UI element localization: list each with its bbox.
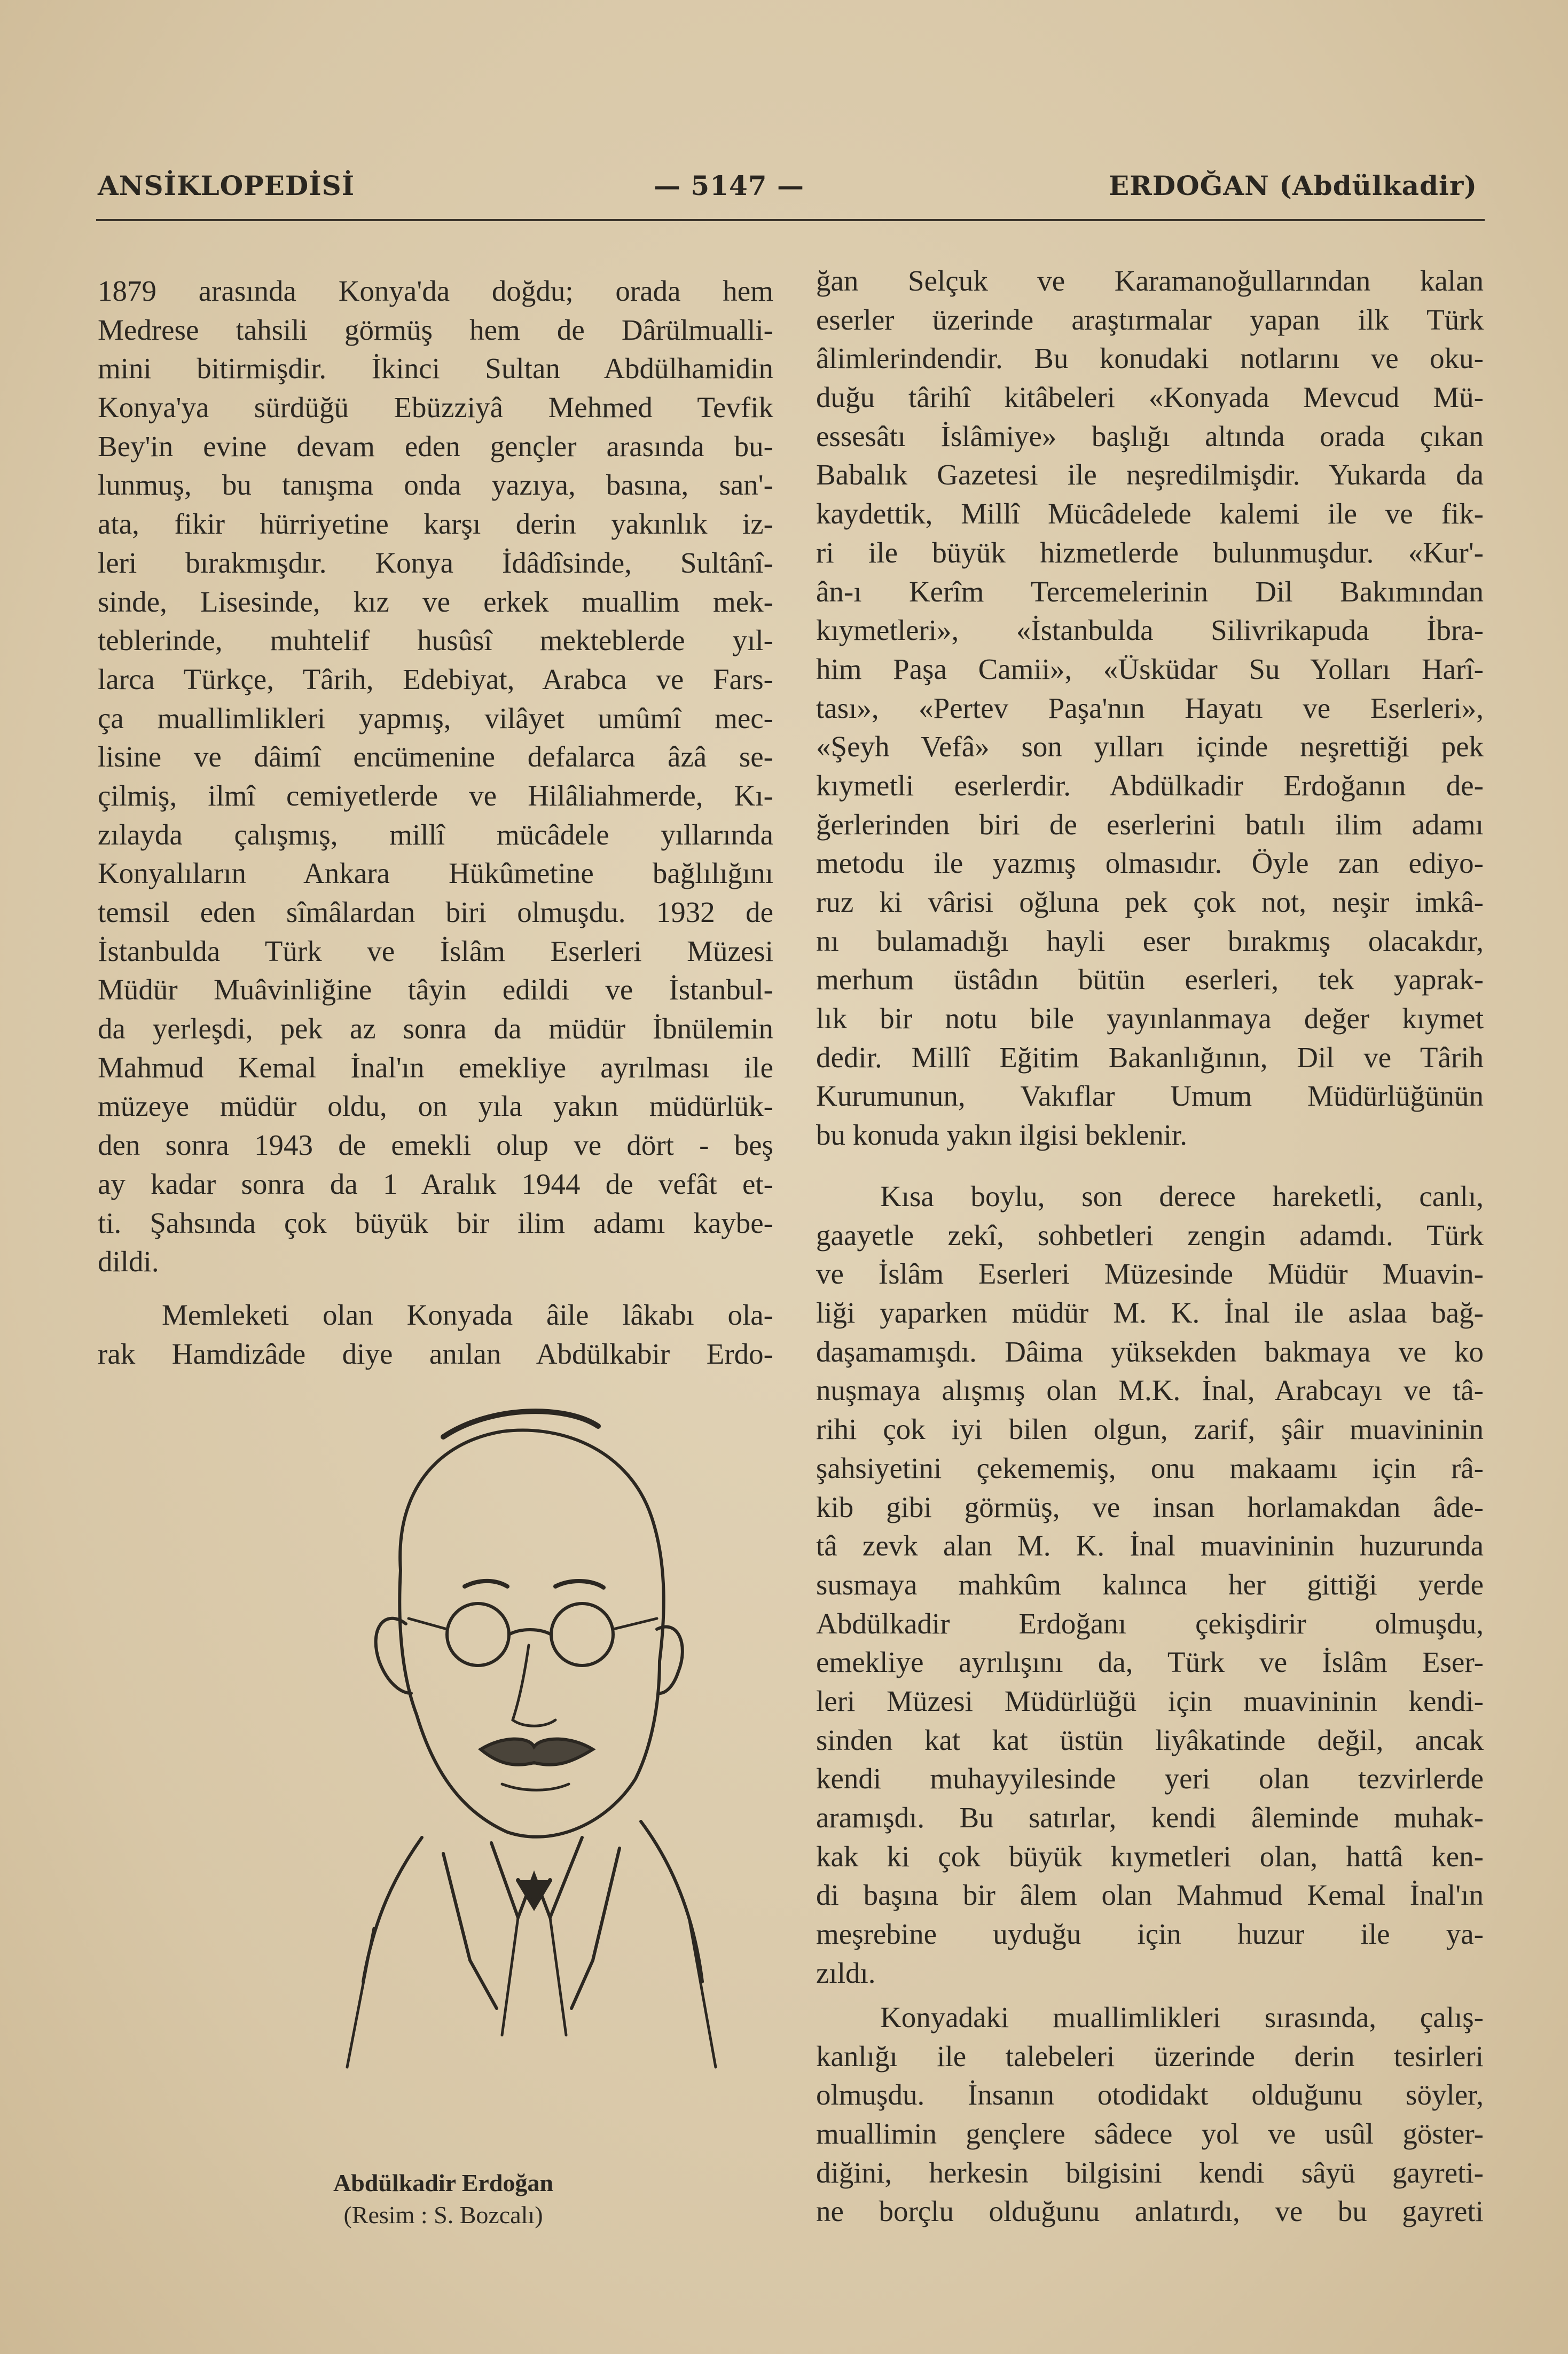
right-column-paragraph-3 bbox=[816, 1998, 1484, 2231]
text-line: Abdülkadir Erdoğanı çekişdirir olmuşdu, bbox=[816, 1607, 1484, 1640]
text-line: merhum üstâdın bütün eserleri, tek yaprak- bbox=[816, 963, 1484, 996]
text-line: susmaya mahkûm kalınca her gittiği yerde bbox=[816, 1568, 1484, 1601]
figure-caption-name: Abdülkadir Erdoğan bbox=[333, 2169, 554, 2196]
text-line: da yerleşdi, pek az sonra da müdür İbnülemin bbox=[98, 1012, 773, 1045]
text-line: daşamamışdı. Dâima yüksekden bakmaya ve ko bbox=[816, 1335, 1484, 1368]
header-rule bbox=[96, 219, 1485, 221]
text-line: olmuşdu. İnsanın otodidakt olduğunu söyler, bbox=[816, 2078, 1484, 2111]
text-line: Konyadaki muallimlikleri sırasında, çalış- bbox=[880, 2001, 1484, 2034]
text-line: ne borçlu olduğunu anlatırdı, ve bu gayreti bbox=[816, 2195, 1484, 2228]
text-line: tâ zevk alan M. K. İnal muavininin huzurunda bbox=[816, 1529, 1484, 1562]
text-line: Memleketi olan Konyada âile lâkabı ola- bbox=[162, 1299, 773, 1331]
text-line: nı bulamadığı hayli eser bırakmış olacakdır, bbox=[816, 924, 1484, 957]
left-column-paragraph-2 bbox=[98, 1296, 773, 1373]
text-line: Konyalıların Ankara Hükûmetine bağlılığını bbox=[98, 857, 773, 890]
text-line: teblerinde, muhtelif husûsî mekteblerde yıl- bbox=[98, 624, 773, 657]
text-line: liği yaparken müdür M. K. İnal ile aslaa bağ- bbox=[816, 1296, 1484, 1329]
text-line: duğu târihî kitâbeleri «Konyada Mevcud Mü- bbox=[816, 381, 1484, 414]
text-line: emekliye ayrılışını da, Türk ve İslâm Eser- bbox=[816, 1646, 1484, 1679]
text-line: kıymetli eserlerdir. Abdülkadir Erdoğanın de- bbox=[816, 769, 1484, 802]
text-line: aramışdı. Bu satırlar, kendi âleminde muhak- bbox=[816, 1801, 1484, 1834]
text-line: müzeye müdür oldu, on yıla yakın müdürlük- bbox=[98, 1090, 773, 1123]
text-line: rihi çok iyi bilen olgun, zarif, şâir muavininin bbox=[816, 1413, 1484, 1446]
text-line: kıymetleri», «İstanbulda Silivrikapuda İbra- bbox=[816, 614, 1484, 647]
text-line: ata, fikir hürriyetine karşı derin yakınlık iz- bbox=[98, 507, 773, 541]
text-line: temsil eden sîmâlardan biri olmuşdu. 1932 de bbox=[98, 896, 773, 928]
text-line: Kurumunun, Vakıflar Umum Müdürlüğünün bbox=[816, 1080, 1484, 1113]
text-line: kib gibi görmüş, ve insan horlamakdan âde- bbox=[816, 1490, 1484, 1523]
text-line: muallimin gençlere sâdece yol ve usûl göster- bbox=[816, 2117, 1484, 2150]
text-line: nuşmaya alışmış olan M.K. İnal, Arabcayı ve tâ- bbox=[816, 1374, 1484, 1407]
text-line: dedir. Millî Eğitim Bakanlığının, Dil ve Târih bbox=[816, 1041, 1484, 1074]
text-line: di başına bir âlem olan Mahmud Kemal İnal'ın bbox=[816, 1879, 1484, 1912]
text-line: ça muallimlikleri yapmış, vilâyet umûmî mec- bbox=[98, 701, 773, 734]
text-line: tası», «Pertev Paşa'nın Hayatı ve Eserleri», bbox=[816, 691, 1484, 724]
text-line: ğerlerinden biri de eserlerini batılı ilim adamı bbox=[816, 808, 1484, 841]
text-line: mini bitirmişdir. İkinci Sultan Abdülhamidin bbox=[98, 352, 773, 385]
text-line: kanlığı ile talebeleri üzerinde derin tesirleri bbox=[816, 2039, 1484, 2073]
text-line: rak Hamdizâde diye anılan Abdülkabir Erdo- bbox=[98, 1337, 773, 1370]
text-line: kendi muhayyilesinde yeri olan tezvirlerde bbox=[816, 1762, 1484, 1795]
text-line: Mahmud Kemal İnal'ın emekliye ayrılması ile bbox=[98, 1051, 773, 1084]
text-line: İstanbulda Türk ve İslâm Eserleri Müzesi bbox=[98, 934, 773, 967]
text-line: diğini, herkesin bilgisini kendi sâyü gayreti- bbox=[816, 2156, 1484, 2189]
text-line: lisine ve dâimî encümenine defalarca âzâ se- bbox=[98, 740, 773, 773]
text-line: metodu ile yazmış olmasıdır. Öyle zan ediyo- bbox=[816, 847, 1484, 880]
text-line: meşrebine uyduğu için huzur ile ya- bbox=[816, 1918, 1484, 1951]
text-line: ân-ı Kerîm Tercemelerinin Dil Bakımından bbox=[816, 575, 1484, 608]
page-number: — 5147 — bbox=[654, 170, 804, 201]
text-line: dildi. bbox=[98, 1245, 159, 1278]
text-line: essesâtı İslâmiye» başlığı altında orada çıkan bbox=[816, 419, 1484, 452]
text-line: den sonra 1943 de emekli olup ve dört - beş bbox=[98, 1129, 773, 1162]
text-line: Bey'in evine devam eden gençler arasında bu- bbox=[98, 429, 773, 463]
text-line: him Paşa Camii», «Üsküdar Su Yolları Harî- bbox=[816, 652, 1484, 685]
text-line: leri Müzesi Müdürlüğü için muavininin kendi- bbox=[816, 1684, 1484, 1717]
text-line: lunmuş, bu tanışma onda yazıya, basına, san'- bbox=[98, 468, 773, 502]
text-line: bu konuda yakın ilgisi beklenir. bbox=[816, 1119, 1188, 1152]
text-line: 1879 arasında Konya'da doğdu; orada hem bbox=[98, 275, 773, 307]
text-line: ri ile büyük hizmetlerde bulunmuşdur. «Kur'- bbox=[816, 536, 1484, 569]
text-line: ruz ki vârisi oğluna pek çok not, neşir imkâ- bbox=[816, 886, 1484, 918]
running-header-right: ERDOĞAN (Abdülkadir) bbox=[1109, 170, 1477, 201]
text-line: zılayda çalışmış, millî mücâdele yıllarında bbox=[98, 818, 773, 851]
text-line: eserler üzerinde araştırmalar yapan ilk Türk bbox=[816, 303, 1484, 336]
text-line: kak ki çok büyük kıymetleri olan, hattâ ken- bbox=[816, 1840, 1484, 1873]
text-line: ve İslâm Eserleri Müzesinde Müdür Muavin- bbox=[816, 1257, 1484, 1291]
text-line: Konya'ya sürdüğü Ebüzziyâ Mehmed Tevfik bbox=[98, 391, 773, 424]
text-line: çilmiş, ilmî cemiyetlerde ve Hilâliahmerde, Kı- bbox=[98, 779, 773, 812]
figure-caption-credit: (Resim : S. Bozcalı) bbox=[343, 2201, 543, 2228]
text-line: ti. Şahsında çok büyük bir ilim adamı kaybe- bbox=[98, 1206, 773, 1239]
text-line: Kısa boylu, son derece hareketli, canlı, bbox=[880, 1180, 1484, 1213]
text-line: «Şeyh Vefâ» son yılları içinde neşrettiği pek bbox=[816, 730, 1484, 763]
text-line: Babalık Gazetesi ile neşredilmişdir. Yukarda da bbox=[816, 458, 1484, 491]
portrait-sketch bbox=[267, 1394, 790, 2158]
text-line: sinde, Lisesinde, kız ve erkek muallim mek- bbox=[98, 585, 773, 618]
text-line: leri bırakmışdır. Konya İdâdîsinde, Sultânî- bbox=[98, 546, 773, 579]
text-line: şahsiyetini çekememiş, onu makaamı için râ- bbox=[816, 1451, 1484, 1484]
running-header-left: ANSİKLOPEDİSİ bbox=[98, 170, 355, 201]
text-line: kaydettik, Millî Mücâdelede kalemi ile ve fik- bbox=[816, 497, 1484, 530]
text-line: zıldı. bbox=[816, 1956, 876, 1989]
text-line: Müdür Muâvinliğine tâyin edildi ve İstanbul- bbox=[98, 973, 773, 1006]
text-line: sinden kat kat üstün liyâkatinde değil, ancak bbox=[816, 1723, 1484, 1756]
text-line: ğan Selçuk ve Karamanoğullarından kalan bbox=[816, 264, 1484, 297]
text-line: Medrese tahsili görmüş hem de Dârülmualli- bbox=[98, 313, 773, 346]
text-line: larca Türkçe, Târih, Edebiyat, Arabca ve Fars- bbox=[98, 662, 773, 695]
left-column-paragraph-1 bbox=[98, 272, 773, 1281]
text-line: âlimlerindendir. Bu konudaki notlarını ve oku- bbox=[816, 342, 1484, 375]
right-column-paragraph-1 bbox=[816, 262, 1484, 1155]
right-column-paragraph-2 bbox=[816, 1177, 1484, 1992]
text-line: lık bir notu bile yayınlanmaya değer kıymet bbox=[816, 1002, 1484, 1035]
text-line: ay kadar sonra da 1 Aralık 1944 de vefât et- bbox=[98, 1167, 773, 1200]
text-line: gaayetle zekî, sohbetleri zengin adamdı. Türk bbox=[816, 1218, 1484, 1252]
